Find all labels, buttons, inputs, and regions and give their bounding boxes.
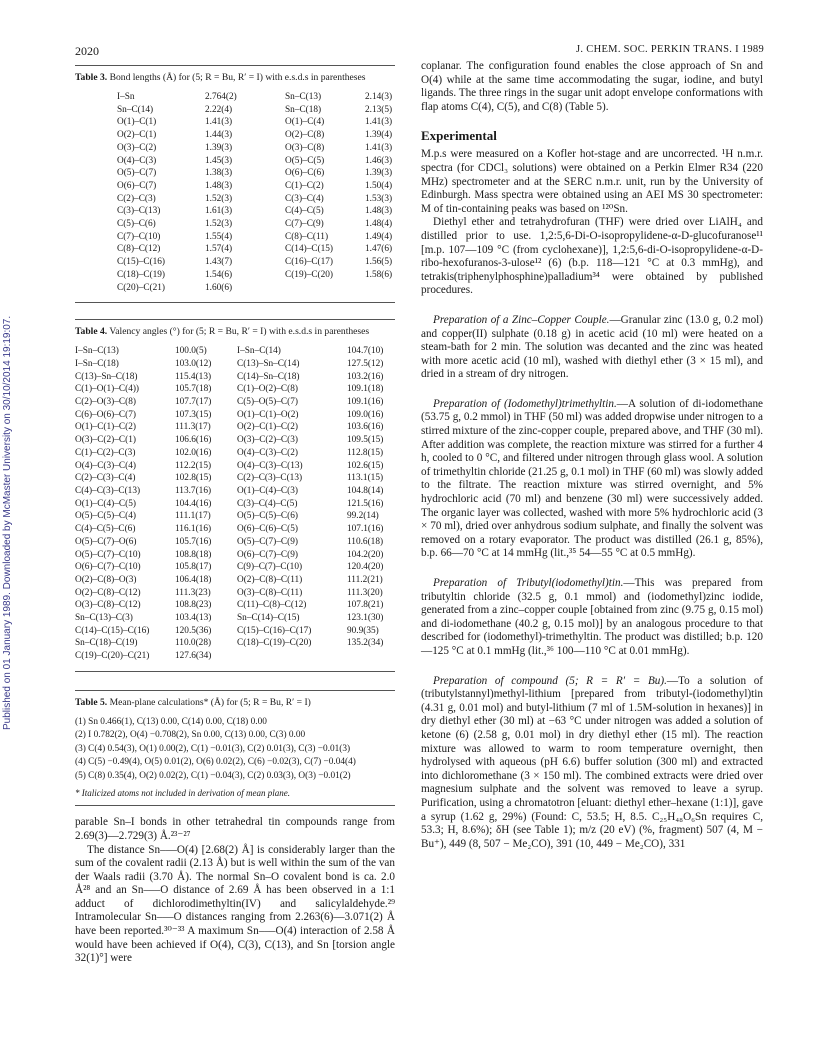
- table3-cell: C(3)–C(4): [285, 193, 324, 204]
- table4-cell: 102.8(15): [175, 473, 212, 484]
- experimental-heading: Experimental: [421, 128, 497, 144]
- table4-cell: I–Sn–C(14): [237, 346, 281, 357]
- table4-cell: C(3)–C(4)–C(5): [237, 498, 298, 509]
- table4-cell: C(1)–O(1)–C(4)): [75, 384, 140, 395]
- table4-cell: Sn–C(13)–C(3): [75, 613, 133, 624]
- table4-cell: 104.2(20): [347, 549, 384, 560]
- table5-label: Table 5.: [75, 696, 108, 708]
- table5-row: (4) C(5) −0.49(4), O(5) 0.01(2), O(6) 0.02(2), C(6) −0.02(3), C(7) −0.04(4): [75, 757, 356, 768]
- table4-cell: 111.3(17): [175, 422, 211, 433]
- prep-compound-5-text: —To a solution of (tributylstannyl)methyl-lithium [prepared from tributyl-(iodomethyl)tin (4.31 g, 0.01 mol) and butyl-lithium (7 ml of 1.5M-solution in hexanes)] in dry diethyl ether (30 ml) at −63 °C under nitrogen was added a solution of ketone (6) (2.58 g, 0.01 mol) in dry diethyl ether (15 ml). The reaction mixture was allowed to warm to room temperature overnight, then hydrolysed with aqueous (pH 6.6) buffer solution (300 ml) and extracted into dichloromethane (3 × 150 ml). The combined extracts were dried over magnesium sulphate and the solvent was removed to leave a syrup. Purification, using a chromatotron [eluant: diethyl ether–hexane (1:1)], gave a syrup (1.62 g, 29%) (Found: C, 53.5; H, 8.5. C₂₅H₄₈O₆Sn requires C, 53.3; H, 8.6%); δH (see Table 1); m/z (20 eV) (%, fragment) 507 (4, M − Bu⁺), 449 (8, 507 − Me₂CO), 391 (10, 449 − Me₂CO), 331: [421, 674, 764, 850]
- table4-cell: O(3)–C(2)–C(3): [237, 435, 298, 446]
- table4-row: [75, 421, 383, 434]
- table3-cell: 1.60(6): [205, 282, 233, 293]
- table4-cell: 113.7(16): [175, 485, 212, 496]
- table3-cell: Sn–C(14): [117, 104, 154, 115]
- table3-cell: 1.46(3): [365, 155, 393, 166]
- table4-cell: O(2)–C(1)–C(2): [237, 422, 298, 433]
- table3-caption-text: Bond lengths (Å) for (5; R = Bu, R′ = I) with e.s.d.s in parentheses: [109, 72, 366, 83]
- table4-row: [75, 536, 383, 549]
- table4-cell: 111.3(20): [347, 587, 383, 598]
- table3-cell: 1.57(4): [205, 244, 233, 255]
- table3-cell: 1.41(3): [205, 117, 233, 128]
- table4-cell: 106.4(18): [175, 574, 212, 585]
- table3-row: [117, 218, 392, 231]
- prep-tributyl-iodomethyl-tin: [421, 577, 763, 659]
- table4-bottom-rule: [75, 671, 395, 672]
- table4-cell: O(4)–C(3)–C(13): [237, 460, 303, 471]
- table3-cell: 1.48(3): [205, 180, 233, 191]
- table3-cell: 1.52(3): [205, 219, 233, 230]
- table3-row: [117, 180, 392, 193]
- table4-row: [75, 549, 383, 562]
- table4-cell: O(4)–C(3)–C(2): [237, 447, 298, 458]
- table4-cell: O(6)–C(7)–C(9): [237, 549, 298, 560]
- table4-cell: I–Sn–C(13): [75, 346, 119, 357]
- table3-cell: 1.54(6): [205, 269, 233, 280]
- table4-cell: 103.4(13): [175, 613, 212, 624]
- table4-cell: 102.6(15): [347, 460, 384, 471]
- table4-cell: C(4)–C(5)–C(6): [75, 524, 136, 535]
- table3-cell: C(8)–C(11): [285, 231, 329, 242]
- table4-cell: 111.3(23): [175, 587, 211, 598]
- table3-cell: 1.44(3): [205, 130, 233, 141]
- table4-cell: O(5)–C(5)–C(6): [237, 511, 298, 522]
- table3-cell: 1.45(3): [205, 155, 233, 166]
- table3-row: [117, 205, 392, 218]
- table3-cell: 1.41(3): [365, 142, 393, 153]
- table4-cell: 107.7(17): [175, 397, 212, 408]
- experimental-paragraph-1: M.p.s were measured on a Kofler hot-stage and are uncorrected. ¹H n.m.r. spectra (for CDCl₃ solutions) were obtained on a Perkin Elmer R34 (220 MHz) spectrometer and at the SERC n.m.r. unit, run by the University of Edinburgh. Mass spectra were obtained using an AEI MS 30 spectrometer: M of tin-containing peaks was based on ¹²⁰Sn.: [421, 148, 763, 215]
- table4-cell: 107.1(16): [347, 524, 384, 535]
- table3-bottom-rule: [75, 302, 395, 303]
- table5-caption: [75, 697, 395, 709]
- table3-cell: O(6)–C(7): [117, 180, 157, 191]
- table3-cell: 2.22(4): [205, 104, 233, 115]
- prep-iodomethyl-trimethyltin: [421, 398, 763, 561]
- table4-cell: 104.4(16): [175, 498, 212, 509]
- table4-row: [75, 460, 383, 473]
- table4-row: [75, 523, 383, 536]
- prep-iodomethyl-trimethyltin-title: Preparation of (Iodomethyl)trimethyltin.: [433, 397, 617, 410]
- table3-cell: 1.53(3): [365, 193, 393, 204]
- table4-row: [75, 434, 383, 447]
- prep-zinc-copper: [421, 314, 763, 382]
- table3-bond-lengths: [117, 91, 392, 294]
- left-paragraph-1: parable Sn–I bonds in other tetrahedral tin compounds range from 2.69(3)—2.729(3) Å.²³⁻²⁷: [75, 816, 395, 842]
- table4-cell: 121.5(16): [347, 498, 384, 509]
- table3-cell: 1.61(3): [205, 206, 233, 217]
- table4-row: [75, 561, 383, 574]
- experimental-paragraph-2: Diethyl ether and tetrahydrofuran (THF) were dried over LiAlH₄ and distilled prior to use. 1,2:5,6-Di-O-isopropylidene-α-D-glucofuranose¹¹ [m.p. 107—109 °C (from cyclohexane)], 1,2:5,6-di-O-isopropylidene-α-D-ribo-hexofuranos-3-ulose¹² (6) (b.p. 118—121 °C at 0.3 mmHg), and tetrakis(triphenylphosphine)palladium³⁴ were obtained by published procedures.: [421, 216, 763, 297]
- table3-cell: C(7)–C(9): [285, 219, 324, 230]
- table5-row: (2) I 0.782(2), O(4) −0.708(2), Sn 0.00, C(13) 0.00, C(3) 0.00: [75, 730, 306, 741]
- table3-row: [117, 231, 392, 244]
- table4-cell: O(2)–C(8)–C(11): [237, 574, 303, 585]
- table4-cell: 105.7(16): [175, 536, 212, 547]
- table3-caption: [75, 72, 395, 84]
- table4-cell: [347, 650, 383, 663]
- table3-cell: 1.48(4): [365, 219, 393, 230]
- table4-cell: O(1)–C(4)–C(3): [237, 485, 298, 496]
- table4-row: [75, 383, 383, 396]
- table4-cell: O(4)–C(3)–C(4): [75, 460, 136, 471]
- table4-cell: 107.3(15): [175, 409, 212, 420]
- table4-cell: 109.1(16): [347, 397, 384, 408]
- table4-cell: 113.1(15): [347, 473, 384, 484]
- table4-cell: 106.6(16): [175, 435, 212, 446]
- table3-top-rule: [75, 65, 395, 66]
- table3-cell: 2.13(5): [365, 104, 393, 115]
- table5-bottom-rule: [75, 805, 395, 806]
- table4-cell: O(1)–C(1)–C(2): [75, 422, 136, 433]
- table4-row: [75, 396, 383, 409]
- table4-cell: 103.6(16): [347, 422, 384, 433]
- table4-cell: 103.2(16): [347, 371, 384, 382]
- table4-cell: C(1)–C(2)–C(3): [75, 447, 136, 458]
- table5-mean-planes: [75, 716, 395, 784]
- prep-compound-5: [421, 675, 763, 852]
- table4-cell: 112.8(15): [347, 447, 384, 458]
- table3-cell: C(15)–C(16): [117, 257, 166, 268]
- table3-cell: Sn–C(18): [285, 104, 322, 115]
- table4-row: [75, 447, 383, 460]
- table4-cell: 103.0(12): [175, 358, 212, 369]
- table3-cell: C(3)–C(13): [117, 206, 161, 217]
- table4-row: [75, 345, 383, 358]
- table3-row: [117, 269, 392, 282]
- table4-cell: O(6)–C(7)–C(10): [75, 562, 141, 573]
- table4-row: [75, 472, 383, 485]
- prep-iodomethyl-trimethyltin-text: —A solution of di-iodomethane (53.75 g, 0.2 mmol) in THF (50 ml) was added dropwise under nitrogen to a stirred mixture of the zinc-copper couple, prepared above, and THF (30 ml). After addition was complete, the reaction mixture was stirred for a further 4 h, cooled to 0 °C, and filtered under nitrogen through glass wool. A solution of trimethyltin chloride (21.25 g, 0.1 mol) in THF (60 ml) was slowly added to the filtrate. The reaction mixture was stirred overnight, and 5% hydrochloric acid (70 ml) and benzene (30 ml) were successively added. The organic layer was collected, washed with more 5% hydrochloric acid (3 × 70 ml), dried over anhydrous sodium sulphate, and finally the solvent was removed on a rotary evaporator. The product was distilled (26.1 g, 85%), b.p. 66—70 °C at 14 mmHg (lit.,³⁵ 54—55 °C at 0.5 mmHg).: [421, 397, 763, 560]
- table4-label: Table 4.: [75, 326, 108, 338]
- table3-cell: 2.764(2): [205, 92, 237, 102]
- table4-row: [75, 510, 383, 523]
- table4-cell: 112.2(15): [175, 460, 212, 471]
- table4-cell: 123.1(30): [347, 613, 384, 624]
- table3-cell: O(5)–C(7): [117, 168, 157, 179]
- table4-row: [75, 637, 383, 650]
- table4-cell: 127.5(12): [347, 358, 384, 369]
- table3-cell: C(1)–C(2): [285, 180, 324, 191]
- table4-row: [75, 599, 383, 612]
- table3-row: [117, 256, 392, 269]
- table4-row: [75, 625, 383, 638]
- table4-cell: [237, 650, 347, 663]
- table3-cell: C(16)–C(17): [285, 257, 334, 268]
- table4-cell: 100.0(5): [175, 346, 207, 357]
- right-column: [421, 60, 763, 851]
- table4-caption: [75, 326, 395, 338]
- table3-cell: I–Sn: [117, 92, 135, 102]
- table4-cell: C(4)–C(3)–C(13): [75, 485, 141, 496]
- table4-cell: O(2)–C(8)–O(3): [75, 574, 137, 585]
- left-column: [75, 65, 395, 966]
- table4-cell: O(3)–C(8)–C(11): [237, 587, 303, 598]
- table3-cell: O(3)–C(2): [117, 142, 157, 153]
- table3-cell: 1.58(6): [365, 269, 393, 280]
- table4-row: [75, 371, 383, 384]
- download-watermark-text: Published on 01 January 1989. Downloaded by McMaster University on 30/10/2014 19:19:07.: [2, 315, 13, 730]
- table4-top-rule: [75, 319, 395, 320]
- table4-row: [75, 358, 383, 371]
- table5-caption-text: Mean-plane calculations* (Å) for (5; R = Bu, R′ = I): [109, 696, 311, 708]
- table4-cell: C(2)–C(3)–C(13): [237, 473, 303, 484]
- table4-row: [75, 650, 383, 663]
- table3-cell: O(3)–C(8): [285, 142, 325, 153]
- table3-row: [117, 282, 392, 295]
- table5-top-rule: [75, 690, 395, 691]
- table4-cell: O(1)–C(1)–O(2): [237, 409, 299, 420]
- journal-title: J. CHEM. SOC. PERKIN TRANS. I 1989: [576, 44, 764, 55]
- table4-cell: 108.8(18): [175, 549, 212, 560]
- table4-cell: 115.4(13): [175, 371, 212, 382]
- table4-cell: 107.8(21): [347, 600, 384, 611]
- table4-row: [75, 485, 383, 498]
- table4-cell: 120.5(36): [175, 625, 212, 636]
- table3-cell: 1.47(6): [365, 244, 393, 255]
- table4-cell: O(5)–C(7)–O(6): [75, 536, 137, 547]
- table4-cell: C(13)–Sn–C(14): [237, 358, 300, 369]
- table4-cell: C(9)–C(7)–C(10): [237, 562, 303, 573]
- prep-tributyl-iodomethyl-tin-text: —This was prepared from tributyltin chloride (32.5 g, 0.1 mmol) and (iodomethyl)zinc iodide, generated from a zinc–copper couple [obtained from zinc (9.75 g, 0.15 mol) and di-iodomethane (40.2 g, 0.15 mol)] by an analogous procedure to that described for (iodomethyl)-trimethyltin. The product was distilled; b.p. 120—125 °C at 0.1 mmHg (lit.,³⁶ 100—110 °C at 0.01 mmHg).: [421, 577, 763, 657]
- table3-cell: 1.39(3): [365, 168, 393, 179]
- table3-label: Table 3.: [75, 72, 108, 83]
- table3-cell: 1.49(4): [365, 231, 393, 242]
- table3-row: [117, 155, 392, 168]
- page-header: [75, 44, 764, 60]
- table3-cell: 1.38(3): [205, 168, 233, 179]
- table4-row: [75, 498, 383, 511]
- table4-row: [75, 409, 383, 422]
- table3-row: [117, 91, 392, 104]
- table4-cell: 108.8(23): [175, 600, 212, 611]
- table5-row: (5) C(8) 0.35(4), O(2) 0.02(2), C(1) −0.04(3), C(2) 0.03(3), O(3) −0.01(2): [75, 770, 351, 781]
- table3-cell: 2.14(3): [365, 92, 393, 102]
- table3-cell: 1.39(3): [205, 142, 233, 153]
- table4-cell: 111.2(21): [347, 574, 383, 585]
- table3-cell: 1.48(3): [365, 206, 393, 217]
- table3-cell: O(5)–C(5): [285, 155, 325, 166]
- table3-cell: O(2)–C(8): [285, 130, 325, 141]
- right-paragraph-1: coplanar. The configuration found enables the close approach of Sn and O(4) while at the same time accommodating the sugar, iodine, and butyl ligands. The three rings in the sugar unit adopt envelope conformations with flap atoms C(4), C(5), and C(8) (Table 5).: [421, 60, 763, 113]
- table4-cell: 110.0(28): [175, 638, 212, 649]
- table4-cell: 135.2(34): [347, 638, 384, 649]
- table4-row: [75, 612, 383, 625]
- table4-cell: 109.1(18): [347, 384, 384, 395]
- table3-cell: [365, 282, 392, 295]
- table3-cell: C(14)–C(15): [285, 244, 334, 255]
- table4-cell: 104.7(10): [347, 346, 384, 357]
- table3-row: [117, 167, 392, 180]
- table3-cell: C(2)–C(3): [117, 193, 156, 204]
- table3-row: [117, 142, 392, 155]
- table3-cell: 1.52(3): [205, 193, 233, 204]
- table3-cell: O(1)–C(1): [117, 117, 157, 128]
- table3-row: [117, 193, 392, 206]
- table4-row: [75, 587, 383, 600]
- table4-cell: 110.6(18): [347, 536, 384, 547]
- table3-cell: O(4)–C(3): [117, 155, 157, 166]
- table4-cell: C(1)–O(2)–C(8): [237, 384, 298, 395]
- table3-cell: C(7)–C(10): [117, 231, 161, 242]
- table4-cell: O(5)–C(7)–C(9): [237, 536, 298, 547]
- table4-cell: C(14)–Sn–C(18): [237, 371, 300, 382]
- table4-cell: 111.1(17): [175, 511, 211, 522]
- table4-cell: C(2)–O(3)–C(8): [75, 397, 136, 408]
- table3-cell: 1.56(5): [365, 257, 393, 268]
- table4-cell: O(5)–C(7)–C(10): [75, 549, 141, 560]
- table3-cell: [285, 282, 365, 295]
- table4-cell: C(15)–C(16)–C(17): [237, 625, 312, 636]
- table5-row: (3) C(4) 0.54(3), O(1) 0.00(2), C(1) −0.01(3), C(2) 0.01(3), C(3) −0.01(3): [75, 743, 351, 754]
- prep-zinc-copper-title: Preparation of a Zinc–Copper Couple.: [433, 313, 610, 326]
- table4-cell: 109.0(16): [347, 409, 384, 420]
- table3-cell: 1.55(4): [205, 231, 233, 242]
- table4-cell: 90.9(35): [347, 625, 379, 636]
- table3-row: [117, 104, 392, 117]
- table4-cell: O(6)–C(6)–C(5): [237, 524, 298, 535]
- table4-cell: C(5)–O(5)–C(7): [237, 397, 298, 408]
- left-paragraph-2: The distance Sn–––O(4) [2.68(2) Å] is considerably larger than the sum of the covalent radii (2.13 Å) but is well within the sum of the van der Waals radii (3.70 Å). The normal Sn–O covalent bond is ca. 2.0 Å²⁸ and an Sn–––O distance of 2.69 Å has been observed in a 1:1 adduct of dichlorodimethyltin(IV) and salicylaldehyde.²⁹ Intramolecular Sn–––O distances ranging from 2.263(6)—3.071(2) Å have been reported.³⁰⁻³³ A maximum Sn–––O(4) interaction of 2.58 Å would have been achieved if O(4), C(3), C(13), and Sn [torsion angle 32(1)°] were: [75, 843, 395, 965]
- table4-cell: 99.2(14): [347, 511, 379, 522]
- table4-caption-text: Valency angles (°) for (5; R = Bu, R′ = I) with e.s.d.s in parentheses: [109, 326, 370, 338]
- table3-cell: C(20)–C(21): [117, 282, 166, 293]
- table4-cell: C(2)–C(3)–C(4): [75, 473, 136, 484]
- table4-row: [75, 574, 383, 587]
- table3-cell: Sn–C(13): [285, 92, 322, 102]
- table5-footnote: * Italicized atoms not included in derivation of mean plane.: [75, 788, 290, 799]
- table3-cell: 1.50(4): [365, 180, 393, 191]
- table4-cell: 109.5(15): [347, 435, 384, 446]
- table4-cell: Sn–C(18)–C(19): [75, 638, 138, 649]
- table4-cell: 116.1(16): [175, 524, 212, 535]
- table3-row: [117, 129, 392, 142]
- table3-cell: C(19)–C(20): [285, 269, 334, 280]
- table4-cell: 104.8(14): [347, 485, 384, 496]
- table4-cell: 102.0(16): [175, 447, 212, 458]
- table4-cell: C(18)–C(19)–C(20): [237, 638, 312, 649]
- table4-cell: C(14)–C(15)–C(16): [75, 625, 150, 636]
- table3-cell: 1.41(3): [365, 117, 393, 128]
- table4-cell: O(3)–C(8)–C(12): [75, 600, 141, 611]
- prep-zinc-copper-text: —Granular zinc (13.0 g, 0.2 mol) and copper(II) sulphate (0.18 g) in acetic acid (10 ml) were heated on a steam-bath for 2 min. The solution was decanted and the zinc was heated with more acetic acid (10 ml), washed with diethyl ether (3 × 15 ml), and dried in a stream of dry nitrogen.: [421, 313, 764, 381]
- table4-cell: C(6)–O(6)–C(7): [75, 409, 136, 420]
- prep-tributyl-iodomethyl-tin-title: Preparation of Tributyl(iodomethyl)tin.: [433, 577, 624, 589]
- table4-cell: O(3)–C(2)–C(1): [75, 435, 136, 446]
- table3-cell: C(18)–C(19): [117, 269, 166, 280]
- table3-cell: 1.43(7): [205, 257, 233, 268]
- table3-row: [117, 243, 392, 256]
- table5-row: (1) Sn 0.466(1), C(13) 0.00, C(14) 0.00, C(18) 0.00: [75, 716, 267, 727]
- table4-cell: C(11)–C(8)–C(12): [237, 600, 307, 611]
- table3-cell: C(4)–C(5): [285, 206, 324, 217]
- table4-valency-angles: [75, 345, 383, 663]
- download-watermark: [2, 315, 16, 730]
- table4-cell: O(2)–C(8)–C(12): [75, 587, 141, 598]
- table3-cell: O(6)–C(6): [285, 168, 325, 179]
- table3-cell: 1.39(4): [365, 130, 393, 141]
- table3-cell: C(5)–C(6): [117, 219, 156, 230]
- page-number: 2020: [75, 44, 99, 58]
- table4-cell: 120.4(20): [347, 562, 384, 573]
- table4-cell: 105.8(17): [175, 562, 212, 573]
- table3-row: [117, 116, 392, 129]
- table3-cell: O(2)–C(1): [117, 130, 157, 141]
- table4-cell: O(1)–C(4)–C(5): [75, 498, 136, 509]
- table4-cell: 105.7(18): [175, 384, 212, 395]
- table3-cell: C(8)–C(12): [117, 244, 161, 255]
- table3-cell: O(1)–C(4): [285, 117, 325, 128]
- table4-cell: O(5)–C(5)–C(4): [75, 511, 136, 522]
- table4-cell: Sn–C(14)–C(15): [237, 613, 300, 624]
- prep-compound-5-title: Preparation of compound (5; R = R′ = Bu).: [433, 674, 667, 687]
- table4-cell: I–Sn–C(18): [75, 358, 119, 369]
- table4-cell: C(19)–C(20)–C(21): [75, 651, 150, 662]
- table4-cell: C(13)–Sn–C(18): [75, 371, 138, 382]
- table4-cell: 127.6(34): [175, 651, 212, 662]
